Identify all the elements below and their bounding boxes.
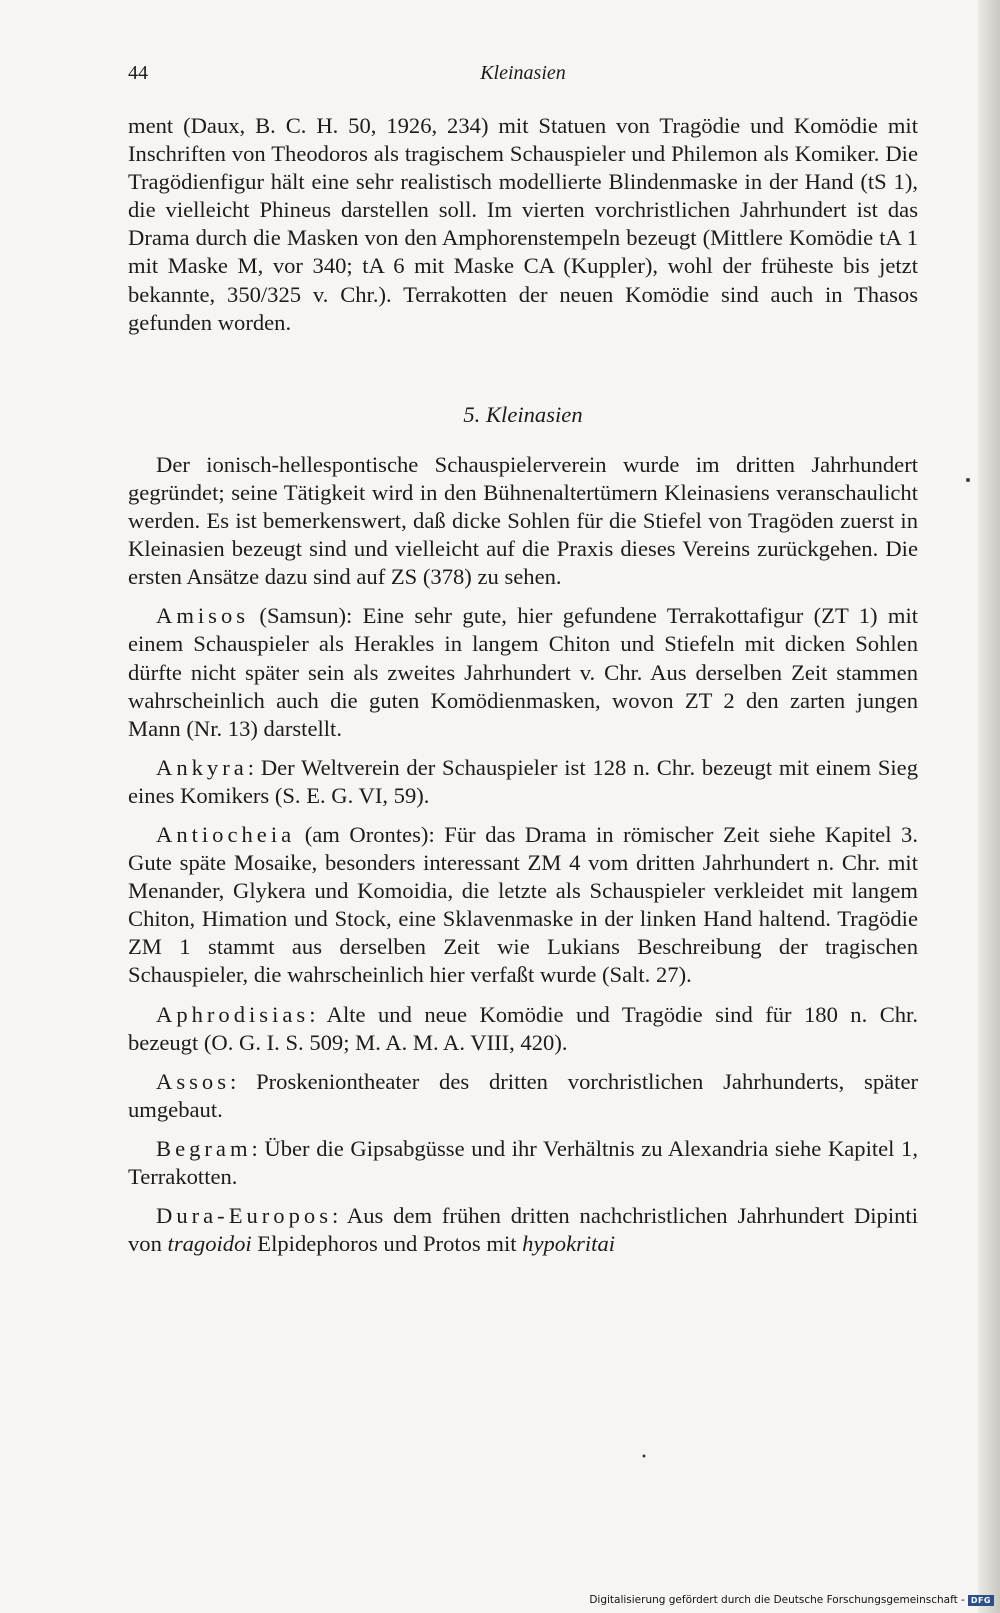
place-name-dura-europos: Dura-Europos: [156, 1203, 332, 1229]
entry-text-dura-b: Elpidephoros und Protos mit: [251, 1231, 523, 1257]
entry-text-dura-a: : Aus dem frühen dritten nachchristlichen Jahrhundert Dipinti von: [128, 1203, 918, 1257]
place-name-assos: Assos: [156, 1068, 230, 1094]
place-name-begram: Begram: [156, 1135, 252, 1161]
dfg-logo: DFG: [968, 1595, 994, 1606]
scan-speck: [643, 1455, 646, 1458]
place-name-ankyra: Ankyra: [156, 754, 248, 780]
section-intro-paragraph: Der ionisch-hellespontische Schauspielerverein wurde im dritten Jahrhundert gegründet; seine Tätigkeit wird in den Bühnenaltertümern Kleinasiens veranschaulicht werden. Es ist bemerkenswert, daß dicke Sohlen für die Stiefel von Tragöden zuerst in Kleinasien bezeugt sind und vielleicht auf die Praxis dieses Vereins zurückgehen. Die ersten Ansätze dazu sind auf ZS (378) zu sehen.: [128, 451, 918, 590]
footer-funding-line: [589, 1594, 994, 1606]
entry-text-assos: : Proskeniontheater des dritten vorchristlichen Jahrhunderts, später umgebaut.: [128, 1068, 918, 1122]
scan-speck: [966, 478, 970, 482]
funding-note: Digitalisierung gefördert durch die Deutsche Forschungsgemeinschaft -: [589, 1594, 965, 1606]
entry-text-amisos: (Samsun): Eine sehr gute, hier gefundene Terrakottafigur (ZT 1) mit einem Schauspieler als Herakles in langem Chiton und Stiefeln mit dicken Sohlen dürfte nicht später sein als zweites Jahrhundert v. Chr. Aus derselben Zeit stammen wahrscheinlich auch die guten Komödienmasken, wovon ZT 2 den zarten jungen Mann (Nr. 13) darstellt.: [128, 603, 918, 741]
place-name-amisos: Amisos: [156, 603, 250, 629]
place-name-antiocheia: Antiocheia: [156, 821, 296, 847]
page-number: 44: [128, 62, 148, 84]
entry-text-antiocheia: (am Orontes): Für das Drama in römischer Zeit siehe Kapitel 3. Gute späte Mosaike, besonders interessant ZM 4 vom dritten Jahrhundert n. Chr. mit Menander, Glykera und Komoidia, die letzte als Schauspieler verkleidet mit langem Chiton, Himation und Stock, eine Sklavenmaske in der linken Hand haltend. Tragödie ZM 1 stammt aus derselben Zeit wie Lukians Beschreibung der tragischen Schauspieler, die wahrscheinlich hier verfaßt wurde (Salt. 27).: [128, 821, 918, 988]
italic-term-hypokritai: hypokritai: [522, 1231, 616, 1257]
running-title: Kleinasien: [480, 62, 566, 84]
place-name-aphrodisias: Aphrodisias: [156, 1001, 310, 1027]
entry-text-ankyra: : Der Weltverein der Schauspieler ist 128 n. Chr. bezeugt mit einem Sieg eines Komikers (S. E. G. VI, 59).: [128, 754, 918, 808]
italic-term-tragoidoi: tragoidoi: [167, 1231, 252, 1257]
entry-text-begram: : Über die Gipsabgüsse und ihr Verhältnis zu Alexandria siehe Kapitel 1, Terrakotten.: [128, 1135, 918, 1189]
entry-text-aphrodisias: : Alte und neue Komödie und Tragödie sind für 180 n. Chr. bezeugt (O. G. I. S. 509; M. A. M. A. VIII, 420).: [128, 1001, 918, 1055]
section-title: Kleinasien: [485, 401, 583, 427]
section-number: 5.: [463, 401, 481, 427]
intro-paragraph: ment (Daux, B. C. H. 50, 1926, 234) mit Statuen von Tragödie und Komödie mit Inschriften von Theodoros als tragischem Schauspieler und Philemon als Komiker. Die Tragödienfigur hält eine sehr realistisch modellierte Blindenmaske in der Hand (tS 1), die vielleicht Phineus darstellen soll. Im vierten vorchristlichen Jahrhundert ist das Drama durch die Masken von den Amphorenstempeln bezeugt (Mittlere Komödie tA 1 mit Maske M, vor 340; tA 6 mit Maske CA (Kuppler), wohl der früheste bis jetzt bekannte, 350/325 v. Chr.). Terrakotten der neuen Komödie sind auch in Thasos gefunden worden.: [128, 113, 918, 335]
